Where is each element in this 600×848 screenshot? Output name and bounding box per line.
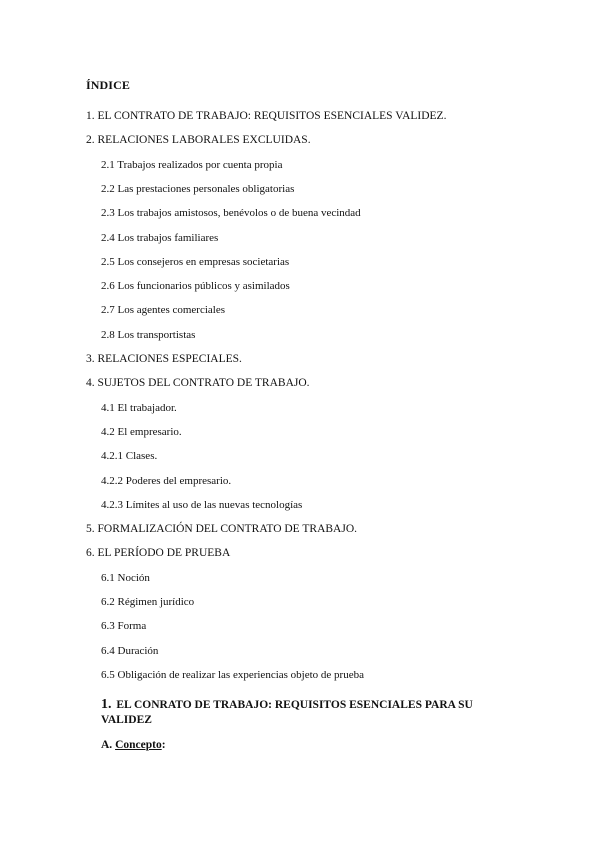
toc-subentry: 6.4 Duración [101,644,159,657]
toc-subentry: 2.3 Los trabajos amistosos, benévolos o de buena vecindad [101,207,361,220]
toc-entry: 6. EL PERÍODO DE PRUEBA [86,547,231,560]
index-title: ÍNDICE [86,78,130,92]
toc-subentry: 4.1 El trabajador. [101,401,177,414]
toc-entry: 2. RELACIONES LABORALES EXCLUIDAS. [86,134,311,147]
subsection-label: Concepto [115,739,162,751]
subsection-suffix: : [161,739,166,751]
toc-subentry: 6.5 Obligación de realizar las experiencias objeto de prueba [101,668,364,681]
toc-subentry: 6.2 Régimen jurídico [101,596,195,608]
toc-entry: 3. RELACIONES ESPECIALES. [86,353,242,365]
toc-subentry: 4.2 El empresario. [101,425,182,438]
toc-subentry: 2.7 Los agentes comerciales [101,304,226,317]
section-number: 1. [101,697,112,712]
toc-subentry: 2.1 Trabajos realizados por cuenta propia [101,158,283,171]
toc-subentry: 2.6 Los funcionarios públicos y asimilados [101,280,290,293]
toc-subentry: 4.2.2 Poderes del empresario. [101,474,232,487]
toc-subentry: 2.5 Los consejeros en empresas societarias [101,255,290,268]
toc-subentry: 2.8 Los transportistas [101,328,196,341]
toc-entry: 4. SUJETOS DEL CONTRATO DE TRABAJO. [86,377,310,390]
toc-entry: 1. EL CONTRATO DE TRABAJO: REQUISITOS ESENCIALES VALIDEZ. [86,110,447,122]
toc-entry: 5. FORMALIZACIÓN DEL CONTRATO DE TRABAJO. [86,523,358,536]
toc-subentry: 2.2 Las prestaciones personales obligatorias [101,182,295,195]
toc-subentry: 6.3 Forma [101,620,147,633]
subsection-letter: A. [101,739,113,751]
subsection-heading [101,739,166,751]
section-heading [101,697,521,728]
toc-subentry: 4.2.3 Límites al uso de las nuevas tecnologías [101,498,303,511]
toc-subentry: 4.2.1 Clases. [101,450,158,463]
section-title: EL CONRATO DE TRABAJO: REQUISITOS ESENCIALES PARA SU VALIDEZ [101,699,473,726]
toc-subentry: 2.4 Los trabajos familiares [101,231,219,244]
toc-subentry: 6.1 Noción [101,571,150,584]
